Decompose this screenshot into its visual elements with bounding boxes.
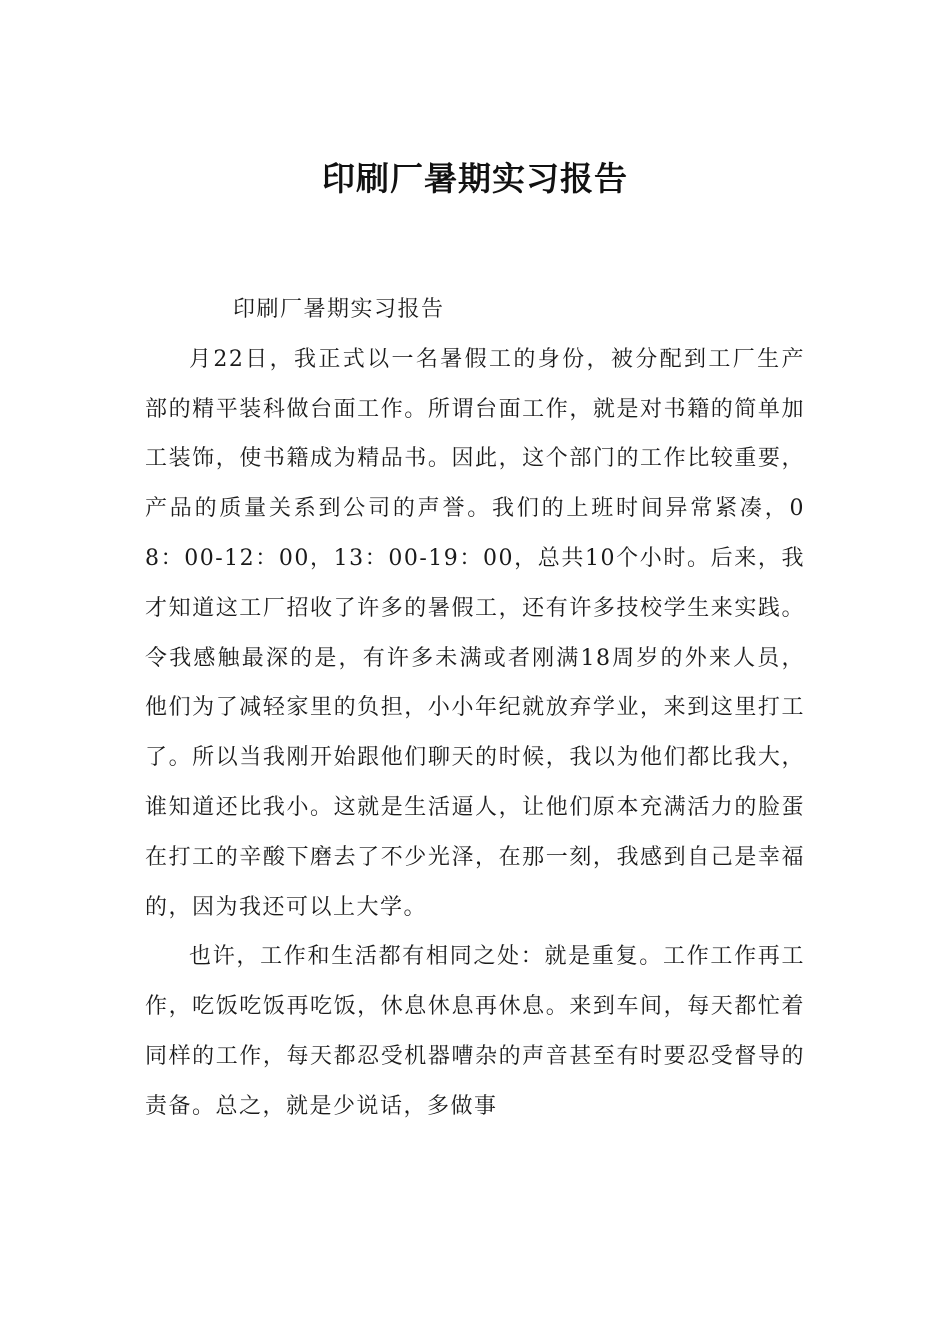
document-title: 印刷厂暑期实习报告	[322, 159, 628, 198]
document-subtitle: 印刷厂暑期实习报告	[233, 297, 445, 322]
body-paragraph-1: 月22日，我正式以一名暑假工的身份，被分配到工厂生产部的精平装科做台面工作。所谓台面工作，就是对书籍的简单加工装饰，使书籍成为精品书。因此，这个部门的工作比较重要，产品的质量关系到公司的声誉。我们的上班时间异常紧凑，08：00-12：00，13：00-19：00，总共10个小时。后来，我才知道这工厂招收了许多的暑假工，还有许多技校学生来实践。令我感触最深的是，有许多未满或者刚满18周岁的外来人员，他们为了减轻家里的负担，小小年纪就放弃学业，来到这里打工了。所以当我刚开始跟他们聊天的时候，我以为他们都比我大，谁知道还比我小。这就是生活逼人，让他们原本充满活力的脸蛋在打工的辛酸下磨去了不少光泽，在那一刻，我感到自己是幸福的，因为我还可以上大学。	[145, 346, 805, 920]
body-paragraph-2: 也许，工作和生活都有相同之处：就是重复。工作工作再工作，吃饭吃饭再吃饭，休息休息再休息。来到车间，每天都忙着同样的工作，每天都忍受机器嘈杂的声音甚至有时要忍受督导的责备。总之，就是少说话，多做事	[145, 944, 805, 1119]
document-body	[145, 285, 805, 1132]
